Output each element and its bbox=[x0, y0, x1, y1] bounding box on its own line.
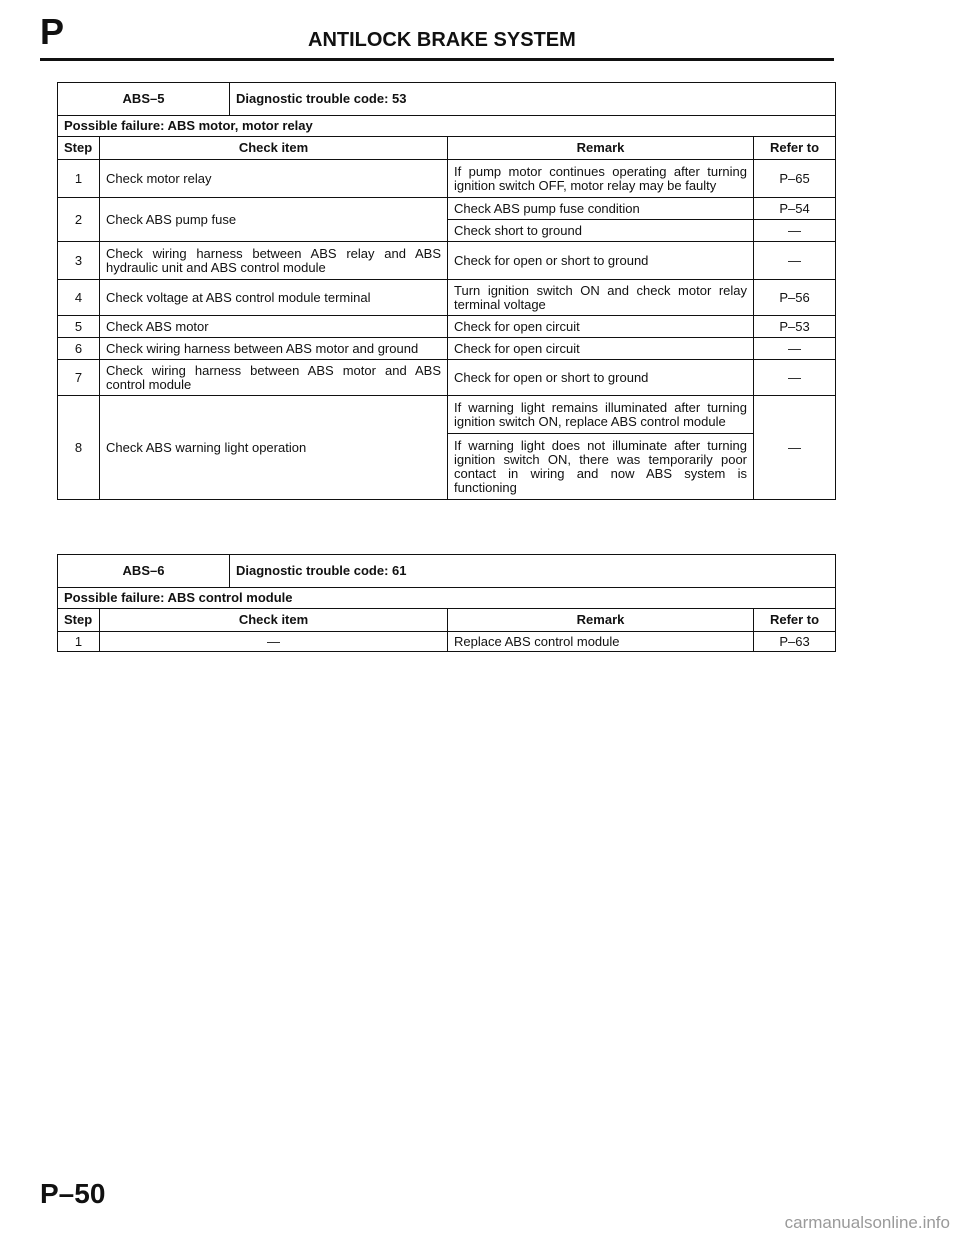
step-number: 1 bbox=[58, 632, 100, 652]
abs5-col-check: Check item bbox=[100, 137, 448, 160]
step-number: 1 bbox=[58, 160, 100, 198]
section-letter: P bbox=[40, 11, 65, 52]
table-row bbox=[58, 316, 836, 338]
refer-to: — bbox=[754, 242, 836, 280]
table-row bbox=[58, 160, 836, 198]
step-number: 3 bbox=[58, 242, 100, 280]
table-row bbox=[58, 198, 836, 220]
abs5-failure-row bbox=[58, 116, 836, 137]
remark: Turn ignition switch ON and check motor relay terminal voltage bbox=[448, 280, 754, 316]
check-item: Check voltage at ABS control module terminal bbox=[100, 280, 448, 316]
check-item: Check wiring harness between ABS motor and ground bbox=[100, 338, 448, 360]
table-row bbox=[58, 338, 836, 360]
step-number: 2 bbox=[58, 198, 100, 242]
check-item: Check ABS warning light operation bbox=[100, 396, 448, 500]
check-item: Check ABS motor bbox=[100, 316, 448, 338]
abs6-code-label: ABS–6 bbox=[58, 555, 230, 588]
header-rule bbox=[40, 58, 834, 61]
step-number: 4 bbox=[58, 280, 100, 316]
abs5-column-header bbox=[58, 137, 836, 160]
abs6-table bbox=[57, 554, 836, 652]
abs5-code-row bbox=[58, 83, 836, 116]
remark: If pump motor continues operating after turning ignition switch OFF, motor relay may be faulty bbox=[448, 160, 754, 198]
refer-to: — bbox=[754, 220, 836, 242]
abs6-failure: Possible failure: ABS control module bbox=[58, 588, 836, 609]
refer-to: — bbox=[754, 338, 836, 360]
remark: If warning light does not illuminate after turning ignition switch ON, there was temporarily poor contact in wiring and now ABS system is functioning bbox=[448, 434, 754, 500]
remark: If warning light remains illuminated after turning ignition switch ON, replace ABS control module bbox=[448, 396, 754, 434]
remark: Check ABS pump fuse condition bbox=[448, 198, 754, 220]
refer-to: P–63 bbox=[754, 632, 836, 652]
check-item: Check ABS pump fuse bbox=[100, 198, 448, 242]
page-title: ANTILOCK BRAKE SYSTEM bbox=[308, 29, 576, 51]
step-number: 8 bbox=[58, 396, 100, 500]
check-item: Check wiring harness between ABS relay and ABS hydraulic unit and ABS control module bbox=[100, 242, 448, 280]
refer-to: P–53 bbox=[754, 316, 836, 338]
abs5-failure: Possible failure: ABS motor, motor relay bbox=[58, 116, 836, 137]
watermark: carmanualsonline.info bbox=[784, 1213, 950, 1232]
page-number: P–50 bbox=[40, 1178, 106, 1209]
abs6-col-check: Check item bbox=[100, 609, 448, 632]
abs6-col-remark: Remark bbox=[448, 609, 754, 632]
refer-to: P–54 bbox=[754, 198, 836, 220]
abs6-failure-row bbox=[58, 588, 836, 609]
remark: Replace ABS control module bbox=[448, 632, 754, 652]
abs6-col-ref: Refer to bbox=[754, 609, 836, 632]
remark: Check for open circuit bbox=[448, 316, 754, 338]
refer-to: P–65 bbox=[754, 160, 836, 198]
check-item: — bbox=[100, 632, 448, 652]
abs6-column-header bbox=[58, 609, 836, 632]
abs6-col-step: Step bbox=[58, 609, 100, 632]
abs5-col-ref: Refer to bbox=[754, 137, 836, 160]
abs6-code-row bbox=[58, 555, 836, 588]
table-row bbox=[58, 360, 836, 396]
refer-to: — bbox=[754, 360, 836, 396]
remark: Check short to ground bbox=[448, 220, 754, 242]
step-number: 6 bbox=[58, 338, 100, 360]
refer-to: P–56 bbox=[754, 280, 836, 316]
table-row bbox=[58, 396, 836, 434]
remark: Check for open or short to ground bbox=[448, 242, 754, 280]
abs5-col-remark: Remark bbox=[448, 137, 754, 160]
refer-to: — bbox=[754, 396, 836, 500]
table-row bbox=[58, 280, 836, 316]
abs5-dtc: Diagnostic trouble code: 53 bbox=[230, 83, 836, 116]
check-item: Check motor relay bbox=[100, 160, 448, 198]
abs5-code-label: ABS–5 bbox=[58, 83, 230, 116]
check-item: Check wiring harness between ABS motor and ABS control module bbox=[100, 360, 448, 396]
remark: Check for open circuit bbox=[448, 338, 754, 360]
step-number: 5 bbox=[58, 316, 100, 338]
abs6-dtc: Diagnostic trouble code: 61 bbox=[230, 555, 836, 588]
table-row bbox=[58, 242, 836, 280]
abs5-table bbox=[57, 82, 836, 500]
step-number: 7 bbox=[58, 360, 100, 396]
table-row bbox=[58, 632, 836, 652]
abs5-col-step: Step bbox=[58, 137, 100, 160]
remark: Check for open or short to ground bbox=[448, 360, 754, 396]
